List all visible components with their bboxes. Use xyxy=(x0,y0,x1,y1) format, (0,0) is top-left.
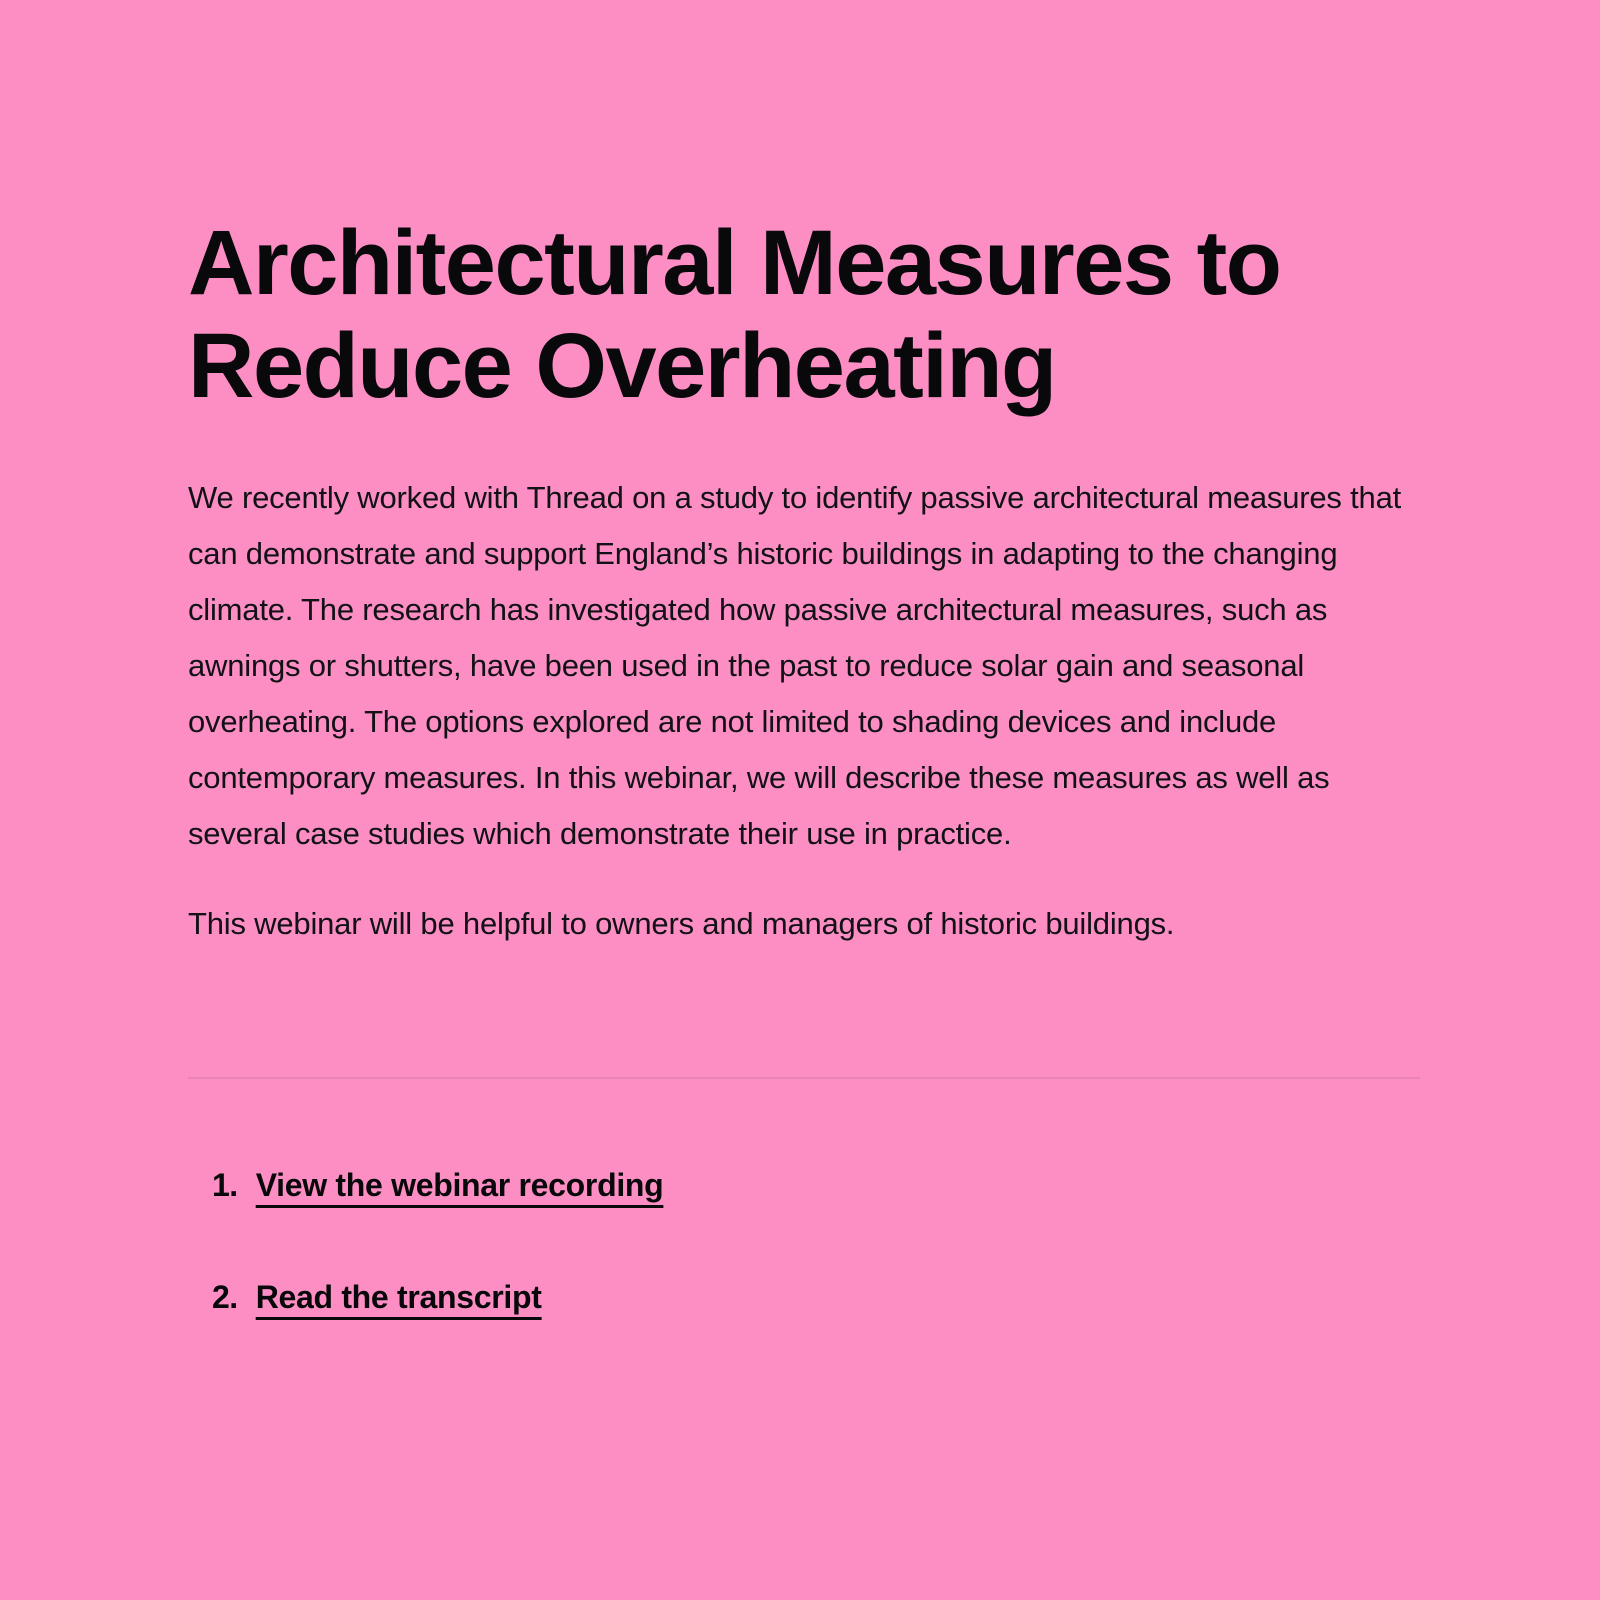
page-title: Architectural Measures to Reduce Overheating xyxy=(188,212,1281,418)
list-item xyxy=(212,1277,1420,1317)
webinar-recording-link[interactable]: View the webinar recording xyxy=(255,1167,664,1204)
article-content xyxy=(188,0,1420,1317)
section-divider xyxy=(188,1077,1420,1079)
transcript-link[interactable]: Read the transcript xyxy=(255,1279,542,1316)
list-item xyxy=(212,1165,1420,1205)
resource-link-list xyxy=(188,1165,1420,1317)
audience-paragraph: This webinar will be helpful to owners and managers of historic buildings. xyxy=(188,906,1175,942)
intro-paragraph: We recently worked with Thread on a study to identify passive architectural measures that can demonstrate and support England’s historic buildings in adapting to the changing climate. The research has investigated how passive architectural measures, such as awnings or shutters, have been used in the past to reduce solar gain and seasonal overheating. The options explored are not limited to shading devices and include contemporary measures. In this webinar, we will describe these measures as well as several case studies which demonstrate their use in practice. xyxy=(188,480,1402,852)
list-number: 2. xyxy=(212,1279,238,1316)
list-number: 1. xyxy=(212,1167,238,1204)
